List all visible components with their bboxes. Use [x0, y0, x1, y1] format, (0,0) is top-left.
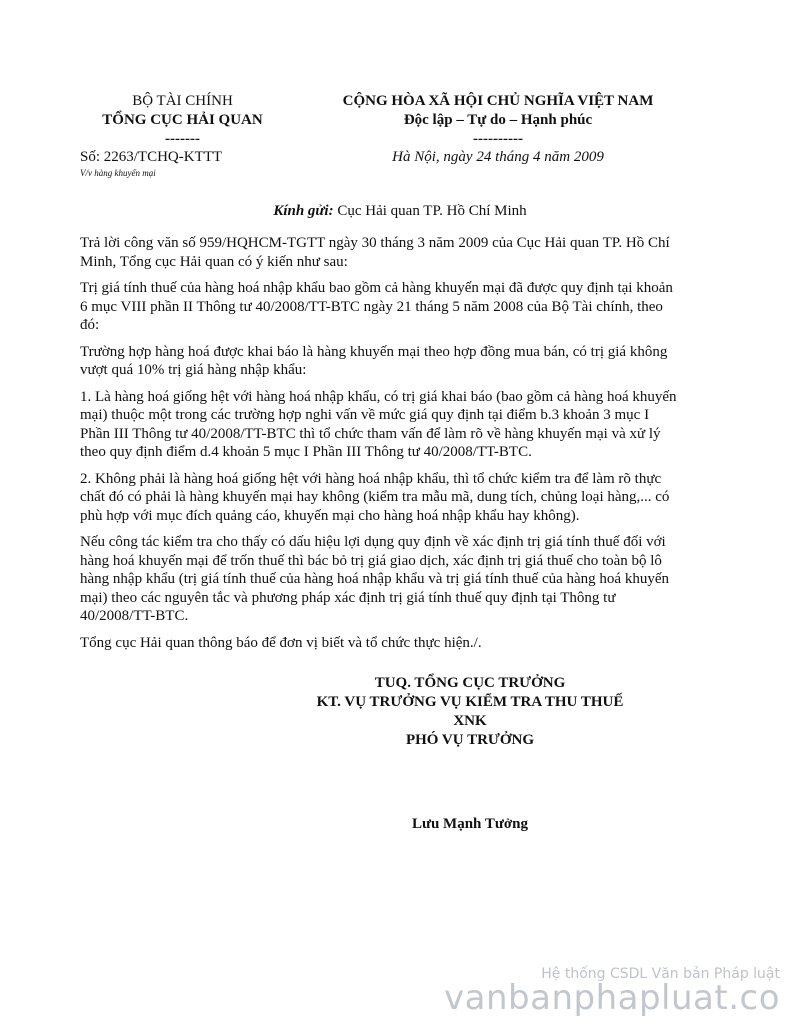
document-body	[80, 234, 680, 660]
national-motto: Độc lập – Tự do – Hạnh phúc	[403, 112, 593, 128]
recipient-label: Kính gửi:	[273, 203, 334, 219]
issuing-agency-block	[80, 92, 285, 149]
recipient-name: Cục Hải quan TP. Hồ Chí Minh	[337, 203, 527, 219]
document-number: Số: 2263/TCHQ-KTTT	[80, 149, 223, 165]
body-paragraph: Trường hợp hàng hoá được khai báo là hàng khuyến mại theo hợp đồng mua bán, có trị giá không vượt quá 10% trị giá hàng nhập khẩu:	[80, 343, 668, 378]
signature-title: PHÓ VỤ TRƯỞNG	[405, 732, 535, 748]
ministry-name: BỘ TÀI CHÍNH	[132, 93, 233, 109]
place-date: Hà Nội, ngày 24 tháng 4 năm 2009	[392, 149, 604, 165]
signer-name: Lưu Mạnh Tưởng	[411, 816, 529, 832]
body-paragraph: 2. Không phải là hàng hoá giống hệt với hàng hoá nhập khẩu, thì tổ chức kiểm tra để làm rõ thực chất đó có phải là hàng khuyến mại hay không (kiểm tra mẫu mã, dung tích, chủng loại hàng,... có phù hợp với mục đích quảng cáo, khuyến mại cho hàng hoá nhập khẩu hay không).	[80, 470, 670, 524]
body-paragraph: 1. Là hàng hoá giống hệt với hàng hoá nhập khẩu, có trị giá khai báo (bao gồm cả hàng hoá khuyến mại) thuộc một trong các trường hợp nghi vấn về mức giá quy định tại điểm b.3 khoản 3 mục I Phần III Thông tư 40/2008/TT-BTC thì tổ chức tham vấn để làm rõ về hàng khuyến mại và xử lý theo quy định điểm d.4 khoản 5 mục I Phần III Thông tư 40/2008/TT-BTC.	[80, 388, 677, 460]
body-paragraph: Tổng cục Hải quan thông báo để đơn vị biết và tổ chức thực hiện./.	[80, 634, 482, 651]
watermark-caption: Hệ thống CSDL Văn bản Pháp luật	[541, 966, 780, 982]
signature-authority: TUQ. TỔNG CỤC TRƯỞNG	[374, 675, 566, 691]
right-divider: ----------	[473, 131, 523, 147]
document-subject: V/v hàng khuyến mại	[80, 168, 156, 178]
recipient-line	[80, 203, 720, 220]
country-name: CỘNG HÒA XÃ HỘI CHỦ NGHĨA VIỆT NAM	[342, 93, 654, 109]
left-divider: -------	[165, 131, 200, 147]
national-title-block	[298, 92, 698, 149]
signature-department: KT. VỤ TRƯỞNG VỤ KIỂM TRA THU THUẾ XNK	[316, 694, 624, 729]
body-paragraph: Nếu công tác kiểm tra cho thấy có dấu hiệu lợi dụng quy định về xác định trị giá tính thuế đối với hàng hoá khuyến mại để trốn thuế thì bác bỏ trị giá giao dịch, xác định trị giá thuế cho toàn bộ lô hàng nhập khẩu (trị giá tính thuế của hàng hoá nhập khẩu và trị giá tính thuế của hàng hoá khuyến mại) theo các nguyên tắc và phương pháp xác định trị giá tính thuế quy định tại Thông tư 40/2008/TT-BTC.	[80, 534, 669, 624]
watermark-site: vanbanphapluat.co	[444, 978, 780, 1018]
body-paragraph: Trị giá tính thuế của hàng hoá nhập khẩu bao gồm cả hàng khuyến mại đã được quy định tại khoản 6 mục VIII phần II Thông tư 40/2008/TT-BTC ngày 21 tháng 5 năm 2008 của Bộ Tài chính, theo đó:	[80, 280, 673, 333]
signature-block	[300, 674, 640, 750]
body-paragraph: Trả lời công văn số 959/HQHCM-TGTT ngày 30 tháng 3 năm 2009 của Cục Hải quan TP. Hồ Chí Minh, Tổng cục Hải quan có ý kiến như sau:	[80, 235, 670, 270]
department-name: TỔNG CỤC HẢI QUAN	[102, 112, 263, 128]
